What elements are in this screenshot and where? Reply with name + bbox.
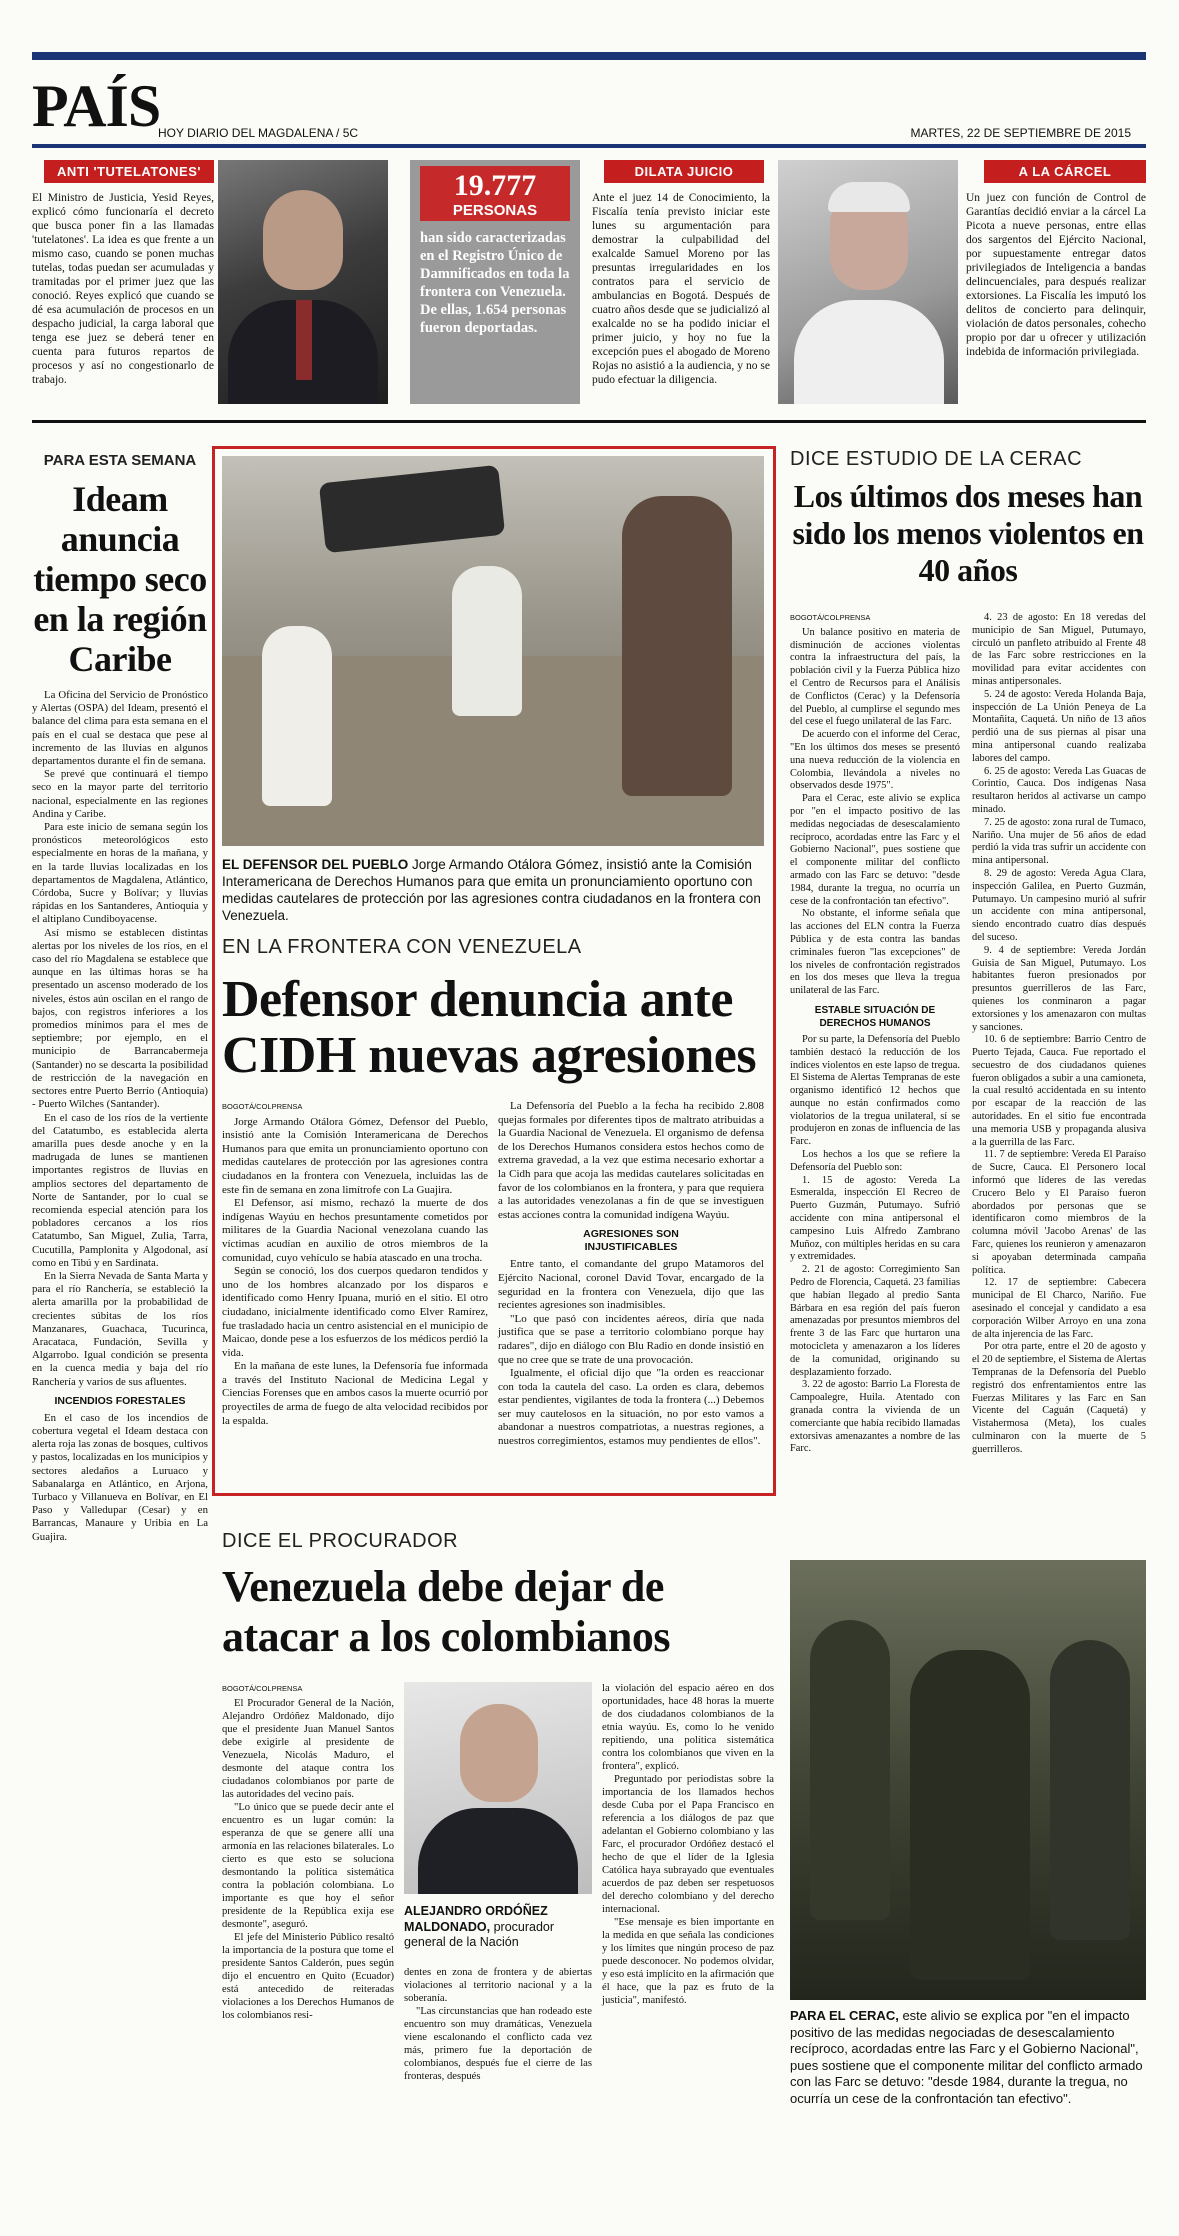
newspaper-page-label: HOY DIARIO DEL MAGDALENA / 5C <box>158 126 359 140</box>
person-shape <box>262 626 332 806</box>
photo-guerrillas <box>790 1560 1146 2000</box>
soldier-shape <box>1050 1640 1130 1940</box>
face-shape <box>460 1704 538 1802</box>
paragraph: En la Sierra Nevada de Santa Marta y para el río Ranchería, se estableció la alerta amarilla por la probabilidad de crecientes súbitas de los ríos Manzanares, Guachaca, Tucurinca, Aracataca, Fundación, Sevilla y Algarrobo. Igual condición se presenta en la cuenca media y baja del río Ranchería y varios de sus afluentes. <box>32 1269 208 1388</box>
paragraph: La Oficina del Servicio de Pronóstico y Alertas (OSPA) del Ideam, presentó el balance del clima para esta semana en el país en el cual se destaca que pese al incremento de las lluvias en algunos departamentos durante el fin de semana. <box>32 689 208 768</box>
soldier-shape <box>810 1620 890 1920</box>
paragraph: No obstante, el informe señala que las acciones del ELN contra la Fuerza Pública y de esta contra las bandas criminales fueron "las excepciones" de los niveles de confrontación registrados en los dos meses que lleva la tregua unilateral de las Farc. <box>790 908 960 997</box>
stat-unit: PERSONAS <box>452 202 538 219</box>
cidh-kicker: EN LA FRONTERA CON VENEZUELA <box>222 936 582 958</box>
paragraph: En el caso de los ríos de la vertiente del Catatumbo, es establecida alerta amarilla pues desde anoche y en la madrugada de lunes se mantienen importantes registros de lluvias en amplios sectores del departamento de Norte de Santander, por lo cual se recomienda especial atención para los pobladores cercanos a los ríos Catatumbo, San Miguel, Zulia, Tarra, Cucutilla, Pamplonita y Algodonal, así como en Tibú y en Sardinata. <box>32 1111 208 1269</box>
paragraph: El Defensor, así mismo, rechazó la muerte de dos indígenas Wayúu en hechos presuntamente cometidos por militares de la Guardia Nacional venezolana cuando las víctimas acudían en auxilio de otros miembros de la comunidad, cuyo vehículo se había atascado en una trocha. <box>222 1197 488 1264</box>
subheading: ESTABLE SITUACIÓN DE DERECHOS HUMANOS <box>814 1004 936 1029</box>
caption-lead: EL DEFENSOR DEL PUEBLO <box>222 857 409 872</box>
ideam-kicker: PARA ESTA SEMANA <box>43 452 197 469</box>
paragraph: Jorge Armando Otálora Gómez, Defensor del Pueblo, insistió ante la Comisión Interamericana de Derechos Humanos para que emita un pronunciamiento oportuno con medidas cautelares de protección por las agresiones contra ciudadanos en la frontera con Venezuela, incluidas las de este fin de semana en zona limítrofe con La Guajira. <box>222 1115 488 1196</box>
paragraph: El jefe del Ministerio Público resaltó la importancia de la postura que tome el presidente Santos Calderón, pues según dijo el encuentro en Quito (Ecuador) está antecedido de reiteradas violaciones a los Derechos Humanos de los colombianos resi- <box>222 1932 394 2021</box>
paragraph: la violación del espacio aéreo en dos oportunidades, hace 48 horas la muerte de dos ciudadanos colombianos de la etnia wayúu. Es, como lo he venido repitiendo, una política sistemática contra los colombianos que viven en la frontera", explicó. <box>602 1683 774 1772</box>
section-title: PAÍS <box>32 73 161 139</box>
paragraph: 6. 25 de agosto: Vereda Las Guacas de Corintio, Cauca. Dos indígenas Nasa resultaron heridos al activarse un campo minado. <box>972 765 1146 815</box>
byline: BOGOTÁ/COLPRENSA <box>222 1102 303 1111</box>
paragraph: "Lo único que se puede decir ante el encuentro es un lugar común: la esperanza de que se genere allí una armonía en las relaciones bilaterales. Lo cierto es que esto se soluciona desmontando la política sistemática contra la población colombiana. Lo importante es que hoy el señor presidente de la República exija ese desmonte", aseguró. <box>222 1802 394 1930</box>
teaser-text: Un juez con función de Control de Garantías decidió enviar a la cárcel La Picota a nueve personas, entre ellas dos sargentos del Ejército Nacional, por supuestamente entregar datos privilegiados de Inteligencia a bandas delincuenciales, para después realizar extorsiones. La Fiscalía les imputó los delitos de concierto para delinquir, violación de datos personales, cohecho propio por dar u ofrecer y utilización indebida de información privilegiada. <box>966 192 1146 358</box>
suit-shape <box>418 1808 578 1894</box>
paragraph: Así mismo se establecen distintas alertas por los niveles de los ríos, en el caso del río Magdalena se establece que aunque en las últimas horas se ha presentado un ascenso moderado de los niveles, éstos aún oscilan en el rango de bajos, con registros inferiores a los promedios mínimos para el mes de septiembre; por ejemplo, en el municipio de Barrancabermeja (Santander) no se descarta la posibilidad de restricción de la navegación en sectores entre Puerto Berrío (Antioquia) - Puerto Wilches (Santander). <box>32 926 208 1111</box>
paragraph: Un balance positivo en materia de disminución de acciones violentas contra la infraestructura del país, la población civil y la Fuerza Pública hizo el Centro de Recursos para el Análisis de Conflictos (Cerac) y la Defensoría del Pueblo, al cumplirse el segundo mes del cese el fuego unilateral de las Farc. <box>790 626 960 728</box>
person-shape <box>452 566 522 716</box>
paragraph: 7. 25 de agosto: zona rural de Tumaco, Nariño. Una mujer de 56 años de edad perdió la vida tras sufrir un accidente con mina antipersonal. <box>972 816 1146 867</box>
procurador-body-col1 <box>222 1682 394 2022</box>
paragraph: 1. 15 de agosto: Vereda La Esmeralda, inspección El Recreo de Puerto Guzmán, Putumayo. Sufrió accidente con mina antipersonal el campesino Luis Alfredo Zambrano Muñoz, con múltiples heridas en su cara y extremidades. <box>790 1174 960 1263</box>
person-shape <box>622 496 732 796</box>
photo-border-crossing <box>222 456 764 846</box>
teaser-a-la-carcel <box>966 160 1146 359</box>
paragraph: La Defensoría del Pueblo a la fecha ha recibido 2.808 quejas formales por diferentes tipos de maltrato atribuidas a la Guardia Nacional de Venezuela. El organismo de defensa de los Derechos Humanos considera estos hechos como de extrema gravedad, a la vez que estima necesario exhortar a la Cidh para que acoja las medidas cautelares solicitadas en favor de los colombianos en la frontera, y para que requiera a las autoridades venezolanas a fin de que se investiguen estas acciones contra la comunidad indígena Wayúu. <box>498 1100 764 1221</box>
caption-text: Jorge Armando Otálora Gómez, insistió ante la Comisión Interamericana de Derechos Humanos para que emita un pronunciamiento oportuno con medidas cautelares de protección por las agresiones contra ciudadanos en la frontera con Venezuela. <box>222 857 761 923</box>
paragraph: 2. 21 de agosto: Corregimiento San Pedro de Florencia, Caquetá. 23 familias que habían llegado al predio Santa Bárbara en esa región del país fueron amenazadas por presuntos miembros del frente 3 de las Farc que hurtaron una motocicleta y amenazaron a los líderes de la comunidad, originando su desplazamiento forzado. <box>790 1264 960 1378</box>
article-ideam <box>32 452 208 1544</box>
byline: BOGOTÁ/COLPRENSA <box>222 1684 303 1693</box>
teaser-tag: A LA CÁRCEL <box>984 160 1146 183</box>
header-rule <box>32 144 1146 148</box>
procurador-photo-caption <box>404 1904 592 1951</box>
paragraph: Para el Cerac, este alivio se explica por "en el impacto positivo de las medidas negociadas de desescalamiento recíproco, acordadas entre las Farc y el Gobierno Nacional", pues sostiene que el componente militar del conflicto armado con las Farc se detuvo: "desde 1984, durante la tregua, no ocurría un cese de la confrontación tan efectivo". <box>790 793 960 907</box>
teaser-text: Ante el juez 14 de Conocimiento, la Fiscalía tenía previsto iniciar este lunes su argumentación para demostrar la culpabilidad del exalcalde Samuel Moreno por las presuntas irregularidades en los contratos para el servicio de ambulancias en Bogotá. Después de cuatro años desde que se judicializó al exalcalde no se ha podido iniciar el primer juicio, y hoy no fue la excepción pues el abogado de Moreno Rojas no asistió a la audiencia, y no se pudo efectuar la diligencia. <box>592 192 770 386</box>
cerac-kicker: DICE ESTUDIO DE LA CERAC <box>790 448 1083 470</box>
procurador-body-col2 <box>404 1966 592 2083</box>
paragraph: Entre tanto, el comandante del grupo Matamoros del Ejército Nacional, coronel David Tovar, encargado de la seguridad en la frontera con Venezuela, dijo que las recientes agresiones son inadmisibles. <box>498 1258 764 1312</box>
paragraph: Preguntado por periodistas sobre la importancia de los llamados hechos desde Cuba por el Papa Francisco en referencia a los diálogos de paz que adelantan el Gobierno colombiano y las Farc, el procurador Ordóñez destacó el hecho de que el líder de la Iglesia Católica haya subrayado que eventuales acuerdos de paz deben ser respetuosos del derecho colombiano y del derecho internacional. <box>602 1774 774 1915</box>
caption-text: procurador general de la Nación <box>404 1919 555 1949</box>
issue-date: MARTES, 22 DE SEPTIEMBRE DE 2015 <box>910 126 1131 140</box>
teaser-personas <box>410 160 580 404</box>
shirt-shape <box>794 300 944 404</box>
paragraph: 5. 24 de agosto: Vereda Holanda Baja, inspección de La Unión Peneya de La Montañita, Caquetá. Un niño de 13 años perdió una de sus piernas al pisar una mina antipersonal cuando realizaba labores del campo. <box>972 688 1146 764</box>
subheading: AGRESIONES SON INJUSTIFICABLES <box>583 1228 679 1254</box>
paragraph: 4. 23 de agosto: En 18 veredas del municipio de San Miguel, Putumayo, circuló un panfleto atribuido al Frente 48 de las Farc sobre restricciones en la movilidad para evitar accidentes con minas antipersonales. <box>972 612 1146 687</box>
subheading: INCENDIOS FORESTALES <box>54 1394 186 1407</box>
caption-lead: ALEJANDRO ORDÓÑEZ MALDONADO, <box>404 1904 548 1934</box>
paragraph: Se prevé que continuará el tiempo seco en la mayor parte del territorio nacional, especialmente en las regiones Andina y Caribe. <box>32 768 208 820</box>
stat-box <box>420 166 570 221</box>
paragraph: "Lo que pasó con incidentes aéreos, diría que nada justifica que se pase a territorio colombiano porque hay radares", dijo en diálogo con Blu Radio en donde insistió en que no cree que se trate de una provocación. <box>498 1312 764 1366</box>
teaser-tag: ANTI 'TUTELATONES' <box>44 160 214 183</box>
procurador-body-col3 <box>602 1682 774 2007</box>
paragraph: El Procurador General de la Nación, Alejandro Ordóñez Maldonado, dijo que el presidente Juan Manuel Santos debe exigirle al presidente de Venezuela, Nicolás Maduro, el desmonte del ataque contra los ciudadanos colombianos por parte de las autoridades del vecino país. <box>222 1698 394 1800</box>
stat-number: 19.777 <box>453 169 537 202</box>
top-rule <box>32 52 1146 60</box>
procurador-headline: Venezuela debe dejar de atacar a los colombianos <box>222 1562 670 1661</box>
furniture-shape <box>319 465 505 553</box>
cerac-body-col2 <box>972 612 1146 1457</box>
cerac-body-col1 <box>790 612 960 1456</box>
paragraph: "Ese mensaje es bien importante en la medida en que señala las condiciones y los límites que ningún proceso de paz puede desconocer. No podemos olvidar, y eso está implícito en la afirmación que él hace, que la paz es fruto de la justicia", manifestó. <box>602 1917 774 2006</box>
byline: BOGOTÁ/COLPRENSA <box>790 613 871 622</box>
teaser-tag: DILATA JUICIO <box>604 160 764 183</box>
cidh-body-col1 <box>222 1100 488 1428</box>
teaser-rule <box>32 420 1146 423</box>
cerac-headline: Los últimos dos meses han sido los menos violentos en 40 años <box>792 478 1144 588</box>
caption-text: este alivio se explica por "en el impacto positivo de las medidas negociadas de desescalamiento recíproco, acordadas entre las Farc y el Gobierno Nacional", pues sostiene que el componente militar del conflicto armado con las Farc se detuvo: "desde 1984, durante la tregua, no ocurría un cese de la confrontación tan efectivo". <box>790 2008 1143 2106</box>
paragraph: Los hechos a los que se refiere la Defensoría del Pueblo son: <box>790 1149 960 1173</box>
paragraph: Por otra parte, entre el 20 de agosto y el 20 de septiembre, el Sistema de Alertas Tempranas de la Defensoría del Pueblo registró dos enfrentamientos entre las Fuerzas Militares y las Farc en San Vicente del Caguán (Caquetá) y Vistahermosa (Meta), los cuales culminaron con la muerte de 5 guerrilleros. <box>972 1341 1146 1455</box>
cidh-headline: Defensor denuncia ante CIDH nuevas agresiones <box>222 971 757 1084</box>
paragraph: Para este inicio de semana según los pronósticos meteorológicos esto especialmente en horas de la mañana, y en la tarde lluvias localizadas en los departamentos de Magdalena, Atlántico, Córdoba, Sucre y Bolívar; y lluvias rápidas en los Santanderes, Antioquia y el altiplano Cundiboyacense. <box>32 821 208 926</box>
photo-procurador <box>404 1682 592 1894</box>
paragraph: En el caso de los incendios de cobertura vegetal el Ideam destaca con alerta roja las zonas de bosques, cultivos y pastos, localizadas en los municipios y sectores aledaños a Luruaco y Sabanalarga en Atlántico, en Arjona, Turbaco y Villanueva en Bolívar, en El Paso y Valledupar (Cesar) y en Barrancas, Manaure y Uribia en La Guajira. <box>32 1411 208 1543</box>
paragraph: dentes en zona de frontera y de abiertas violaciones al territorio nacional y a la soberanía. <box>404 1967 592 2004</box>
paragraph: 10. 6 de septiembre: Barrio Centro de Puerto Tejada, Cauca. Fue reportado el secuestro de dos ciudadanos quienes fueron obligados a subir a una camioneta, la cual resultó accidentada en su intento por escapar de la reacción de las autoridades. En el sitio fue encontrada una memoria USB y propaganda alusiva a la guerrilla de las Farc. <box>972 1034 1146 1148</box>
paragraph: 3. 22 de agosto: Barrio La Floresta de Campoalegre, Huila. Atentado con granada contra la vivienda de un comerciante que había recibido llamadas extorsivas amenazantes a nombre de las Farc. <box>790 1379 960 1455</box>
face-shape <box>263 190 343 290</box>
paragraph: Según se conoció, los dos cuerpos quedaron tendidos y uno de los hombres alcanzado por los disparos e identificado como Henry Ipuana, murió en el sitio. El otro ciudadano, inicialmente identificado como Elver Ramírez, fue trasladado hacia un centro asistencial en el municipio de Maicao, donde pese a los esfuerzos de los médicos perdió la vida. <box>222 1265 488 1359</box>
paragraph: En la mañana de este lunes, la Defensoría fue informada a través del Instituto Nacional de Medicina Legal y Ciencias Forenses que en ambos casos la muerte ocurrió por proyectiles de arma de fuego de alta velocidad recibidos por la espalda. <box>222 1360 488 1427</box>
soldier-shape <box>910 1650 1030 1980</box>
paragraph: 8. 29 de agosto: Vereda Agua Clara, inspección Galilea, en Puerto Guzmán, Putumayo. Un campesino murió al sufrir un accidente con mina antipersonal, siendo encontrado cuatro días después del suceso. <box>972 867 1146 943</box>
ideam-headline: Ideam anuncia tiempo seco en la región Caribe <box>33 479 207 679</box>
teaser-dilata-juicio <box>592 160 770 387</box>
paragraph: De acuerdo con el informe del Cerac, "En los últimos dos meses se presentó una nueva reducción de la violencia en Colombia, llevándola a niveles no observados desde 1975". <box>790 729 960 792</box>
tie-shape <box>296 300 312 380</box>
procurador-kicker: DICE EL PROCURADOR <box>222 1530 459 1552</box>
paragraph: 12. 17 de septiembre: Cabecera municipal de El Charco, Nariño. Fue asesinado el concejal y candidato a esa corporación Wilber Arroyo en una zona de alta injerencia de las Farc. <box>972 1277 1146 1340</box>
photo-minister <box>218 160 388 404</box>
hair-shape <box>828 182 910 212</box>
paragraph: 9. 4 de septiembre: Vereda Jordán Guisia de San Miguel, Putumayo. Los habitantes fueron presionados por presuntos guerrilleros de las Farc, quienes los conminaron a pagar extorsiones y los amenazaron con multas y sanciones. <box>972 944 1146 1033</box>
stat-text: han sido caracterizadas en el Registro Único de Damnificados en toda la frontera con Venezuela. De ellas, 1.654 personas fueron deportadas. <box>420 230 570 336</box>
paragraph: "Las circunstancias que han rodeado este encuentro son muy dramáticas, Venezuela viene escalonando el conflicto cada vez más, primero fue la deportación de colombianos, después fue el cierre de las fronteras, después <box>404 2006 592 2082</box>
teaser-text: El Ministro de Justicia, Yesid Reyes, explicó cómo funcionaría el decreto que busca poner fin a las llamadas 'tutelatones'. La idea es que frente a un mismo caso, cuando se ponen muchas tutelas, todas puedan ser acumuladas y tramitadas por el primer juez que las conoció. Reyes explicó que cuando se dé esa acumulación de procesos en un despacho judicial, la carga laboral que tenga ese juez se deberá tener en cuenta para futuros repartos de procesos y así no congestionarlo de trabajo. <box>32 192 214 386</box>
teaser-tutelatones <box>32 160 214 387</box>
cidh-photo-caption <box>222 856 764 924</box>
photo-moreno <box>778 160 958 404</box>
paragraph: Por su parte, la Defensoría del Pueblo también destacó la reducción de los índices violentos en este lapso de tregua. El Sistema de Alertas Tempranas de este organismo identificó 12 hechos que aunque no están confirmados como violatorios de la tregua unilateral, sí se produjeron en zonas de influencia de las Farc. <box>790 1033 960 1148</box>
cidh-body-col2 <box>498 1100 764 1449</box>
cerac-photo-caption <box>790 2008 1146 2107</box>
caption-lead: PARA EL CERAC, <box>790 2008 899 2023</box>
paragraph: 11. 7 de septiembre: Vereda El Paraíso de Sucre, Cauca. El Personero local informó que líderes de las veredas Crucero Belo y El Paraíso fueron abordados por personas que se identificaron como miembros de la columna móvil 'Jacobo Arenas' de las Farc, quienes los reunieron y amenazaron si apoyaban determinada campaña política. <box>972 1149 1146 1276</box>
ideam-body <box>32 689 208 1544</box>
paragraph: Igualmente, el oficial dijo que "la orden es reaccionar con toda la cautela del caso. La orden es clara, debemos estar pendientes, vigilantes de toda la frontera (...) Debemos ser muy cautelosos en la situación, no por esto vamos a abandonar a nuestros compatriotas, a nuestras regiones, a nuestros corregimientos, estamos muy pendientes de ellos". <box>498 1367 764 1448</box>
